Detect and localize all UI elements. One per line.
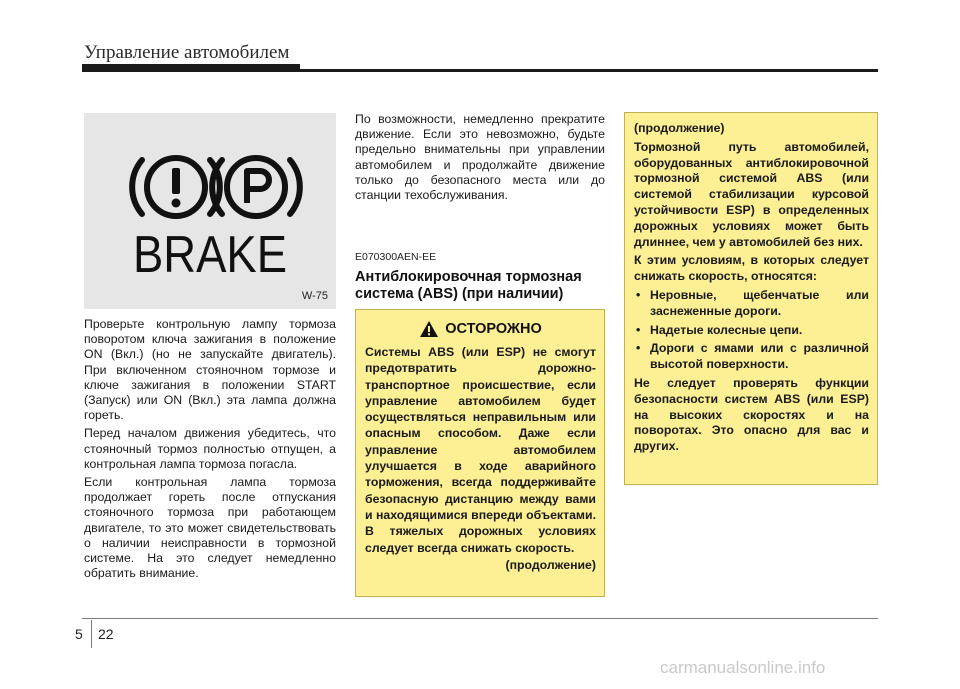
watermark: carmanualsonline.info (660, 658, 826, 677)
middle-column-text (355, 112, 605, 203)
conditions-list (634, 288, 869, 373)
page-header-title: Управление автомобилем (84, 42, 290, 63)
paragraph: Если контрольная лампа тормоза продолжает гореть после отпускания стояночного тормоза при работающем двигателе, то это может свидетельствовать о наличии неисправности в тормозной системе. На это следует немедленно обратить внимание. (84, 475, 336, 581)
warning-triangle-icon (419, 320, 439, 338)
paragraph: Перед началом движения убедитесь, что стояночный тормоз полностью отпущен, а контрольная лампа тормоза погасла. (84, 426, 336, 471)
warning-title: ОСТОРОЖНО (445, 321, 542, 337)
paragraph: По возможности, немедленно прекратите движение. Если это невозможно, будьте предельно внимательны при управлении автомобилем и продолжайте движение только до безопасного места или до станции техобслуживания. (355, 112, 605, 203)
list-item: • Дороги с ямами или с различной высотой поверхности. (634, 341, 869, 373)
continuation-box (624, 112, 878, 485)
paragraph: Не следует проверять функции безопасности систем ABS (или ESP) на высоких скоростях и на поворотах. Это опасно для вас и других. (634, 375, 869, 454)
list-item: • Надетые колесные цепи. (634, 323, 869, 339)
brake-warning-lamp-figure (84, 113, 336, 309)
brake-lamp-illustration (84, 113, 336, 309)
footer-rule (82, 618, 878, 619)
paragraph: Тормозной путь автомобилей, оборудованных антиблокировочной тормозной системой ABS (или системой стабилизации курсовой устойчивости ESP) в определенных дорожных условиях может быть длиннее, чем у автомобилей без них. (634, 139, 869, 249)
section-code: E070300AEN-EE (355, 251, 437, 263)
header-rule (82, 69, 878, 72)
left-column-text (84, 317, 336, 584)
warning-box (355, 309, 605, 597)
brake-label: BRAKE (133, 226, 287, 284)
page-number-divider (91, 620, 92, 648)
list-item: • Неровные, щебенчатые или заснеженные дороги. (634, 288, 869, 320)
paragraph: Проверьте контрольную лампу тормоза поворотом ключа зажигания в положение ON (Вкл.) (но не запускайте двигатель). При включенном стояночном тормозе и ключе зажигания в положении START (Запуск) или ON (Вкл.) эта лампа должна гореть. (84, 317, 336, 423)
warning-header (365, 320, 596, 338)
section-heading: Антиблокировочная тормозная система (ABS) (при наличии) (355, 269, 582, 302)
paragraph: К этим условиям, в которых следует снижать скорость, относятся: (634, 253, 869, 284)
figure-code: W-75 (301, 290, 328, 302)
warning-text: Системы ABS (или ESP) не смогут предотвратить дорожно-транспортное происшествие, если управление автомобилем будет осуществляться неправильным или опасным способом. Даже если управление автомобилем улучшается в ходе аварийного торможения, всегда поддерживайте безопасную дистанцию между вами и находящимися впереди объектами. В тяжелых дорожных условиях следует всегда снижать скорость. (365, 345, 596, 555)
section-number: 5 (75, 626, 83, 642)
continued-label: (продолжение) (505, 557, 596, 572)
page-number: 22 (98, 626, 114, 642)
continuation-label: (продолжение) (634, 121, 725, 135)
